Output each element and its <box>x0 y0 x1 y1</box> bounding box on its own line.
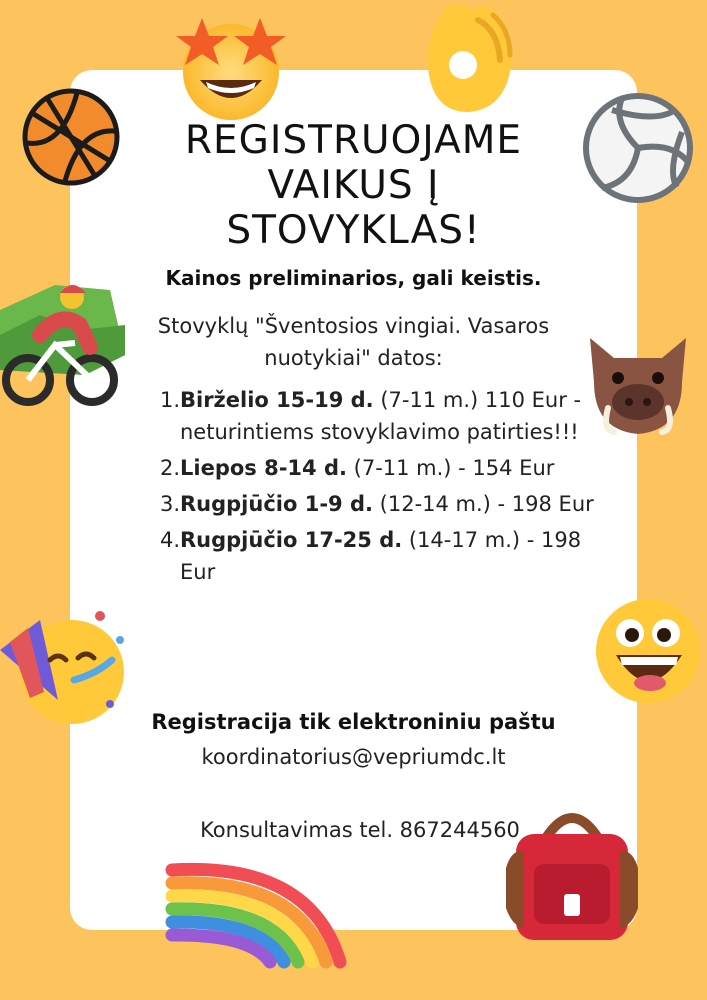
cyclist-icon <box>0 275 128 407</box>
date-range: Rugpjūčio 17-25 d. <box>180 528 403 552</box>
date-details: (12-14 m.) - 198 Eur <box>372 492 594 516</box>
date-details: (14-17 m.) - 198 Eur <box>180 528 582 584</box>
list-number: 4. <box>159 528 180 552</box>
camp-dates-list <box>150 384 595 592</box>
date-range: Birželio 15-19 d. <box>180 388 374 412</box>
date-details: (7-11 m.) 110 Eur - neturintiems stovyklavimo patirties!!! <box>180 388 582 444</box>
title-line: REGISTRUOJAME <box>184 118 523 163</box>
list-number: 3. <box>159 492 180 516</box>
list-item <box>150 384 595 448</box>
grinning-face-icon <box>592 595 704 707</box>
list-number: 2. <box>159 456 180 480</box>
rainbow-icon <box>160 852 360 972</box>
poster-title <box>70 118 637 253</box>
registration-title: Registracija tik elektroniniu paštu <box>151 710 556 734</box>
date-details: (7-11 m.) - 154 Eur <box>346 456 555 480</box>
list-item <box>150 452 595 484</box>
registration-email: koordinatorius@vepriumdc.lt <box>201 745 506 769</box>
party-face-icon <box>0 600 132 728</box>
boar-icon <box>582 330 694 440</box>
consultation-phone: Konsultavimas tel. 867244560 <box>200 818 520 842</box>
date-range: Liepos 8-14 d. <box>180 456 347 480</box>
price-note: Kainos preliminarios, gali keistis. <box>165 266 542 290</box>
title-line: VAIKUS Į <box>267 163 440 208</box>
ok-hand-emoji-icon <box>418 0 522 120</box>
list-item <box>150 524 595 588</box>
list-number: 1. <box>159 388 180 412</box>
camp-intro: Stovyklų "Šventosios vingiai. Vasaros nuotykiai" datos: <box>157 314 550 370</box>
date-range: Rugpjūčio 1-9 d. <box>180 492 373 516</box>
star-struck-emoji-icon <box>172 10 290 122</box>
list-item <box>150 488 595 520</box>
title-line: STOVYKLAS! <box>226 208 481 253</box>
